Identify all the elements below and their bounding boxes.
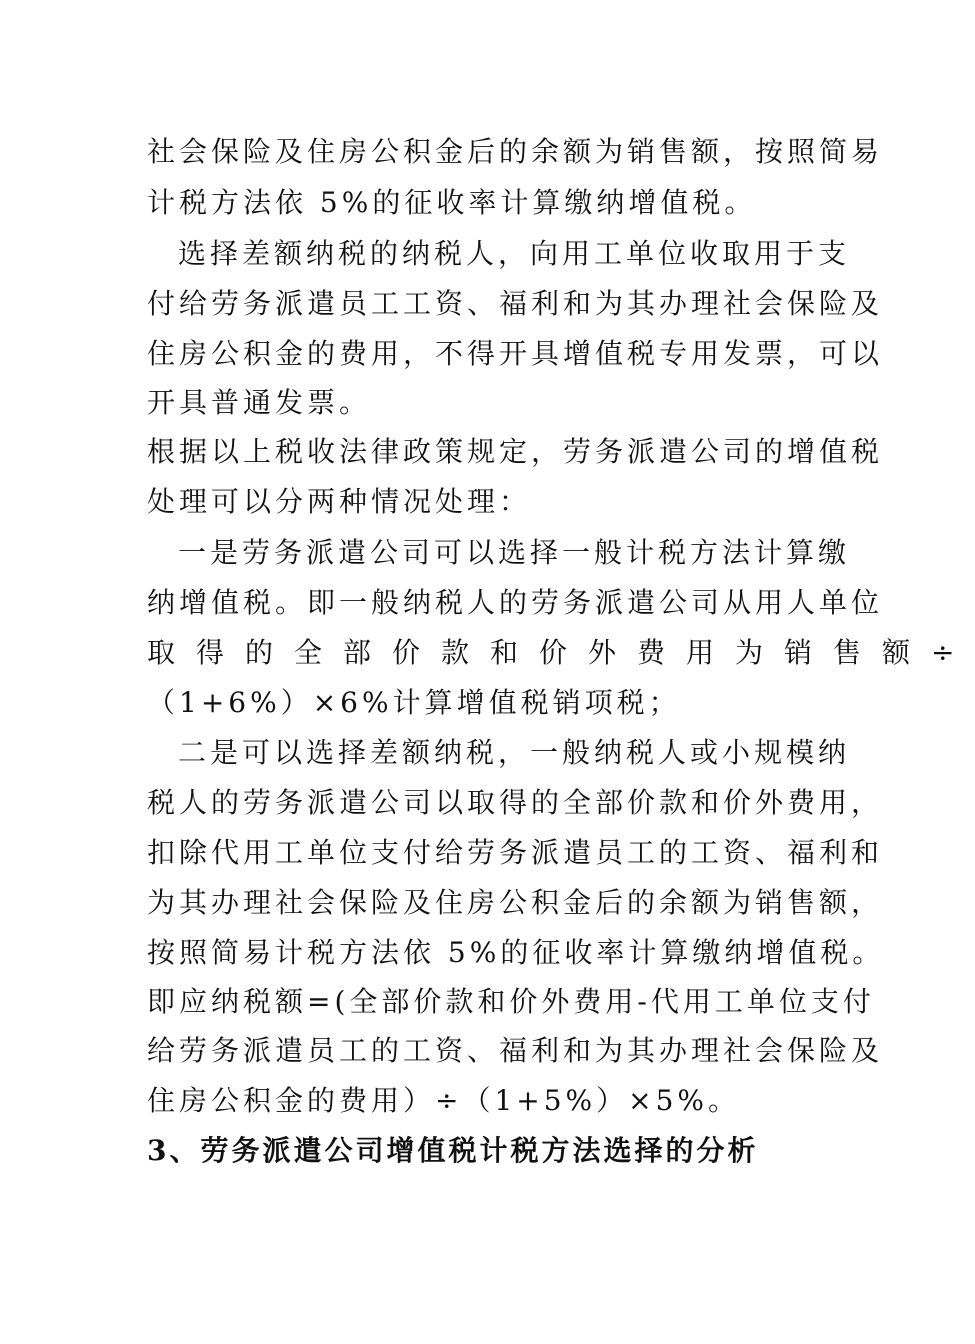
- text-line: 选择差额纳税的纳税人，向用工单位收取用于支: [178, 237, 851, 270]
- text-line: 计税方法依 5%的征收率计算缴纳增值税。: [147, 186, 757, 219]
- text-line: 纳增值税。即一般纳税人的劳务派遣公司从用人单位: [147, 586, 884, 619]
- text-line: 处理可以分两种情况处理：: [147, 485, 532, 518]
- text-line: 即应纳税额=(全部价款和价外费用-代用工单位支付: [147, 985, 875, 1018]
- text-line: 为其办理社会保险及住房公积金后的余额为销售额，: [147, 886, 884, 919]
- text-line: 给劳务派遣员工的工资、福利和为其办理社会保险及: [147, 1034, 884, 1067]
- text-line: 付给劳务派遣员工工资、福利和为其办理社会保险及: [147, 287, 884, 320]
- text-line: 扣除代用工单位支付给劳务派遣员工的工资、福利和: [147, 836, 884, 869]
- text-line: 二是可以选择差额纳税，一般纳税人或小规模纳: [178, 736, 851, 769]
- text-line: 一是劳务派遣公司可以选择一般计税方法计算缴: [178, 536, 851, 569]
- text-line: 住房公积金的费用）÷（1+5%）×5%。: [147, 1084, 741, 1117]
- text-line: 开具普通发票。: [147, 386, 372, 419]
- text-line: 税人的劳务派遣公司以取得的全部价款和价外费用，: [147, 786, 884, 819]
- text-line: （1+6%）×6%计算增值税销项税；: [147, 686, 681, 719]
- text-line: 按照简易计税方法依 5%的征收率计算缴纳增值税。: [147, 936, 885, 969]
- text-line: 住房公积金的费用，不得开具增值税专用发票，可以: [147, 337, 884, 370]
- text-line: 取得的全部价款和价外费用为销售额÷: [147, 636, 975, 669]
- text-line: 根据以上税收法律政策规定，劳务派遣公司的增值税: [147, 435, 884, 468]
- text-line: 社会保险及住房公积金后的余额为销售额，按照简易: [147, 135, 884, 168]
- section-heading: 3、劳务派遣公司增值税计税方法选择的分析: [147, 1134, 759, 1167]
